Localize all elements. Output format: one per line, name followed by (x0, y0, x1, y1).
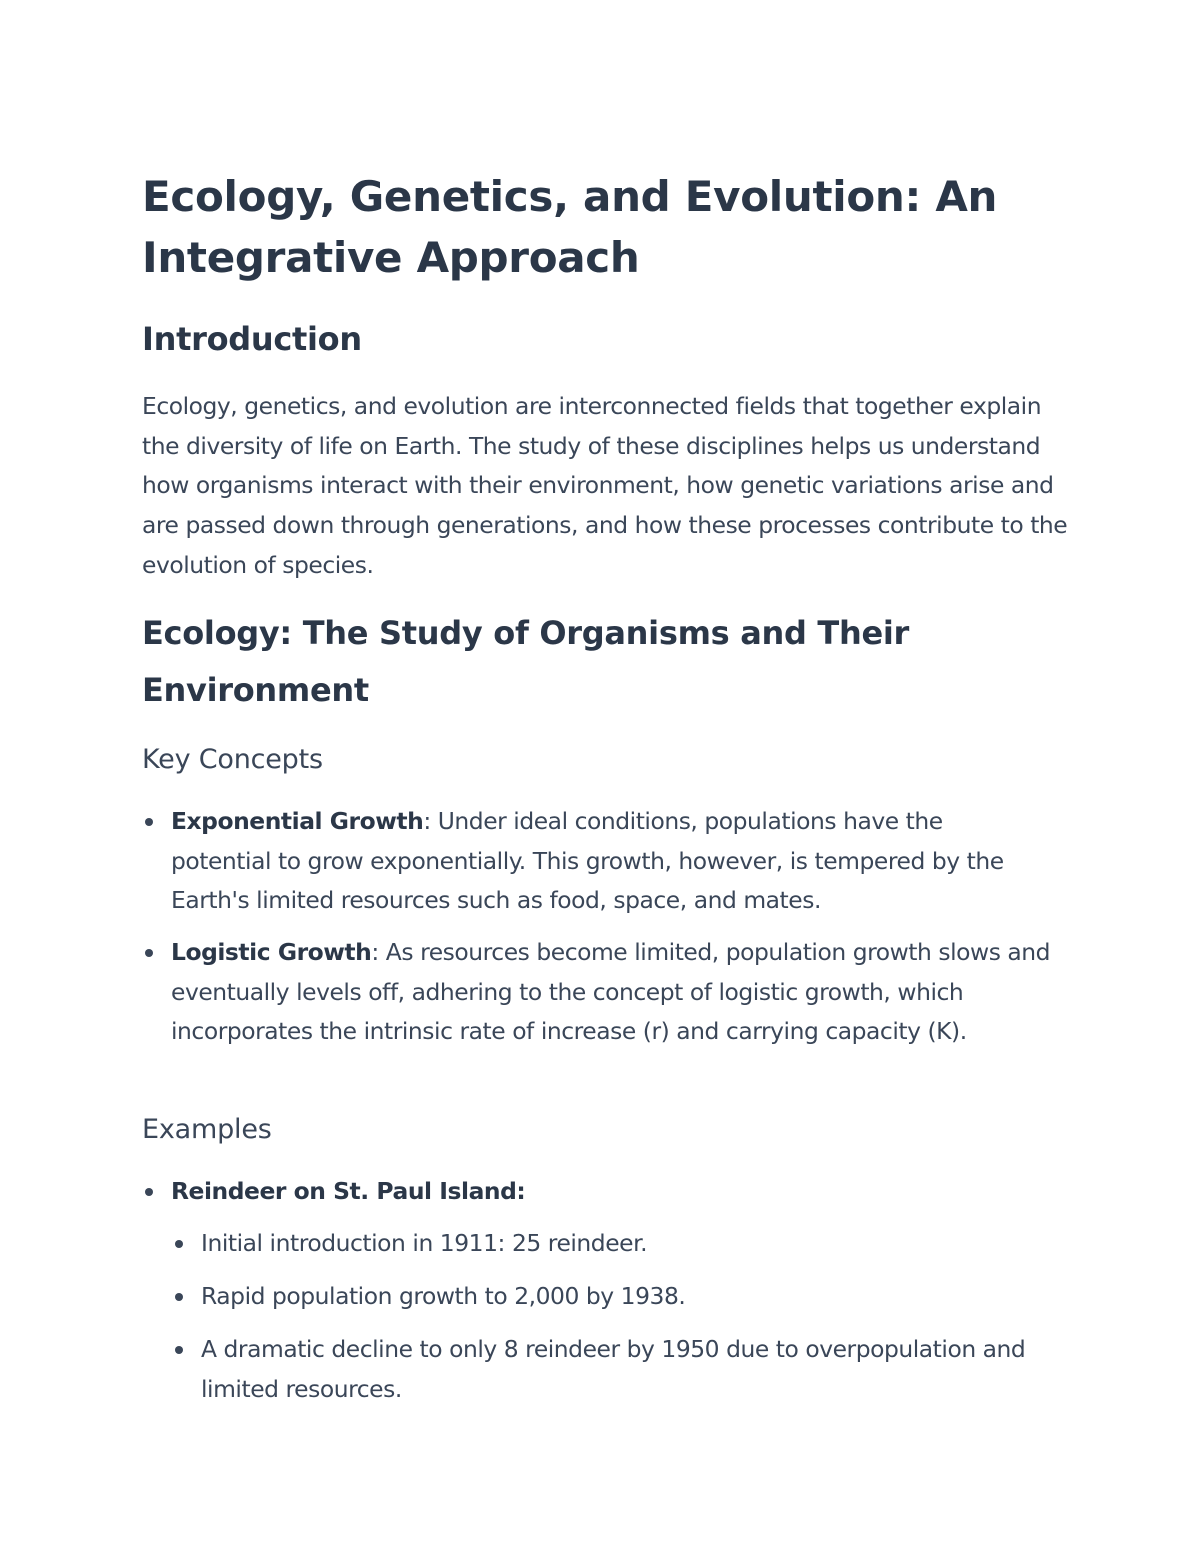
introduction-heading: Introduction (142, 320, 362, 358)
sub-list-item-text: A dramatic decline to only 8 reindeer by 1950 due to overpopulation and limited resources. (201, 1335, 1026, 1403)
list-item-term: Exponential Growth (171, 807, 424, 835)
document-title: Ecology, Genetics, and Evolution: An Integrative Approach (142, 172, 998, 282)
bullet-icon (145, 1188, 153, 1196)
bullet-icon (175, 1346, 183, 1354)
list-item-text: : (516, 1177, 526, 1205)
bullet-icon (175, 1293, 183, 1301)
list-item-term: Logistic Growth (171, 938, 372, 966)
list-item-logistic-growth (171, 933, 1061, 1052)
sub-list-item (201, 1330, 1061, 1409)
list-item-term: Reindeer on St. Paul Island (171, 1177, 517, 1205)
bullet-icon (145, 949, 153, 957)
sub-list-item-text: Rapid population growth to 2,000 by 1938. (201, 1282, 686, 1310)
sub-list-item-text: Initial introduction in 1911: 25 reindeer. (201, 1229, 648, 1257)
ecology-heading: Ecology: The Study of Organisms and Their Environment (142, 614, 909, 709)
list-item-exponential-growth (171, 802, 1041, 921)
sub-list-item (201, 1224, 1041, 1264)
examples-heading: Examples (142, 1114, 272, 1145)
bullet-icon (145, 818, 153, 826)
introduction-paragraph: Ecology, genetics, and evolution are interconnected fields that together explain the diversity of life on Earth. The study of these disciplines helps us understand how organisms interact with their environment, how genetic variations arise and are passed down through generations, and how these processes contribute to the evolution of species. (142, 392, 1068, 579)
list-item-reindeer (171, 1172, 1041, 1212)
bullet-icon (175, 1240, 183, 1248)
list-item-text: : As resources become limited, population growth slows and eventually levels off, adhering to the concept of logistic growth, which incorporates the intrinsic rate of increase (r) and carrying capacity (K). (171, 938, 1051, 1046)
sub-list-item (201, 1277, 1041, 1317)
list-item-text: : Under ideal conditions, populations have the potential to grow exponentially. This growth, however, is tempered by the Earth's limited resources such as food, space, and mates. (171, 807, 1004, 915)
key-concepts-heading: Key Concepts (142, 744, 323, 775)
